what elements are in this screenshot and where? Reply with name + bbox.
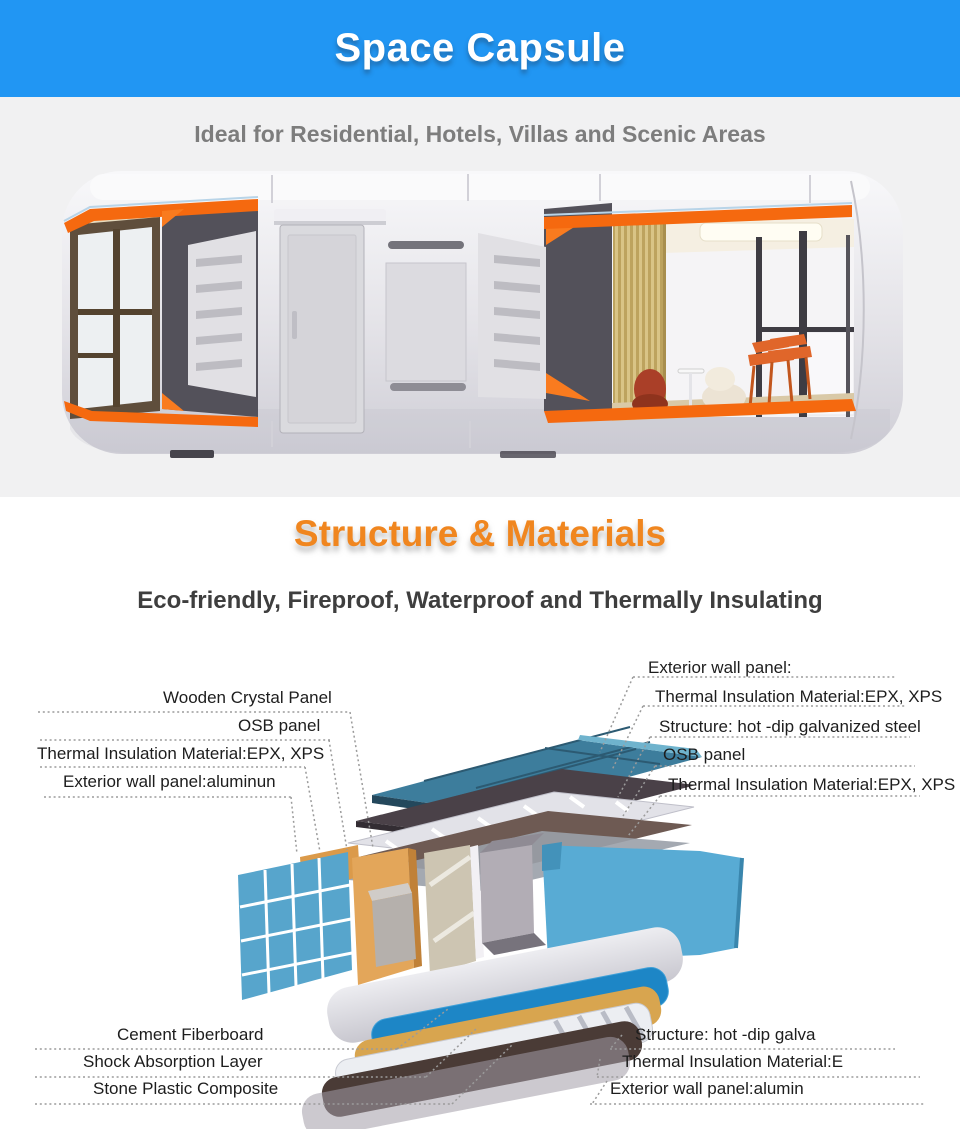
materials-subtitle: Eco-friendly, Fireproof, Waterproof and Thermally Insulating	[137, 587, 823, 614]
capsule-illustration	[0, 159, 960, 469]
vent-shield-left	[188, 231, 256, 397]
label-osb-panel-roof: OSB panel	[663, 745, 746, 764]
label-thermal-insulation-roof-1: Thermal Insulation Material:EPX, XPS	[655, 687, 943, 706]
exploded-diagram	[0, 645, 960, 1129]
insulation-panel	[424, 845, 476, 975]
label-thermal-insulation-roof-2: Thermal Insulation Material:EPX, XPS	[668, 775, 956, 794]
steel-bracket	[480, 845, 534, 943]
label-cement-fiberboard: Cement Fiberboard	[117, 1025, 264, 1044]
label-stone-plastic-composite: Stone Plastic Composite	[93, 1079, 279, 1098]
materials-title: Structure & Materials	[293, 513, 667, 554]
label-exterior-wall-floor: Exterior wall panel:alumin	[610, 1079, 804, 1098]
page-title: Space Capsule	[334, 26, 626, 70]
label-structure-steel-roof: Structure: hot -dip galvanized steel	[659, 717, 921, 736]
label-exterior-wall-aluminun: Exterior wall panel:aluminun	[63, 772, 276, 791]
label-osb-panel-left: OSB panel	[238, 716, 321, 735]
label-exterior-wall-panel-roof: Exterior wall panel:	[648, 658, 792, 677]
label-wooden-crystal-panel: Wooden Crystal Panel	[163, 688, 332, 707]
door-handle	[292, 311, 297, 339]
title-banner	[0, 0, 960, 97]
label-thermal-insulation-left: Thermal Insulation Material:EPX, XPS	[37, 744, 325, 763]
materials-section	[0, 497, 960, 1129]
hero-section	[0, 97, 960, 497]
label-structure-steel-floor: Structure: hot -dip galva	[635, 1025, 816, 1044]
label-shock-absorption-layer: Shock Absorption Layer	[83, 1052, 263, 1071]
label-thermal-insulation-floor: Thermal Insulation Material:E	[622, 1052, 844, 1071]
hero-subtitle: Ideal for Residential, Hotels, Villas and Scenic Areas	[194, 121, 766, 147]
